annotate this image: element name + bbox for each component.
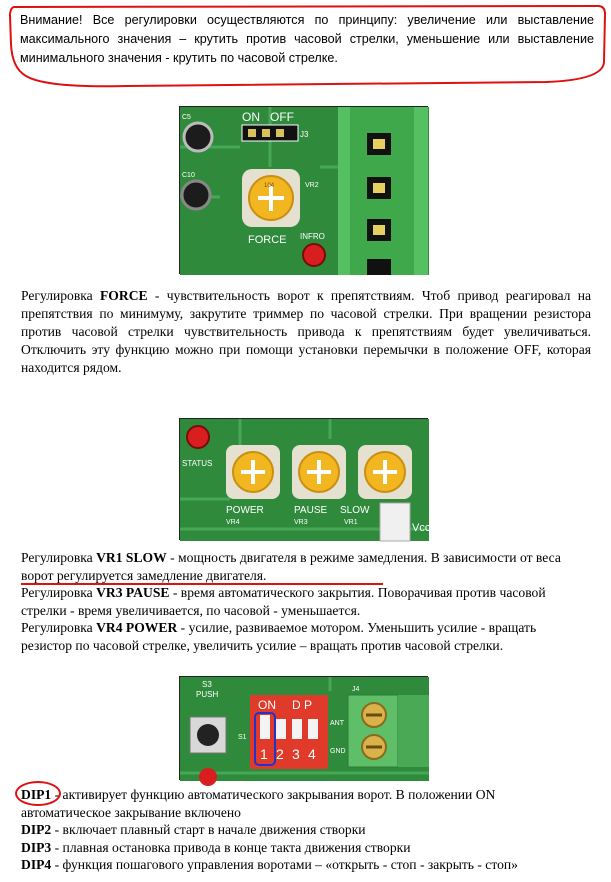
dip-num-4: 4 <box>308 746 316 762</box>
dip4-line <box>21 856 606 874</box>
label-vr1: VR1 <box>344 519 358 526</box>
label-vr3: VR3 <box>294 519 308 526</box>
dip1-text: - активирует функцию автоматического закрывания ворот. В положении ON <box>51 787 496 802</box>
label-c5: C5 <box>182 114 191 121</box>
photo-force-board <box>179 106 428 274</box>
label-ant: ANT <box>330 720 344 727</box>
force-prefix: Регулировка <box>21 288 100 303</box>
label-dp: D P <box>292 698 313 712</box>
pots-line-3 <box>21 584 601 602</box>
underline-annotation-vr3 <box>21 583 383 585</box>
led-red <box>199 768 217 786</box>
label-j4: J4 <box>352 686 360 693</box>
dip2-text: - включает плавный старт в начале движения створки <box>51 822 366 837</box>
vr3-prefix: Регулировка <box>21 585 97 600</box>
dip3-text: - плавная остановка привода в конце такта движения створки <box>51 839 411 855</box>
connector-white <box>380 503 410 541</box>
pots-paragraph <box>21 549 601 654</box>
dip4-keyword: DIP4 <box>21 857 52 872</box>
vr4-keyword: VR4 POWER <box>96 620 178 635</box>
vr3-tail: . Поворачивая против часовой <box>370 585 546 600</box>
vr1-text: - мощность двигателя в режиме замедления. В зависимости от веса <box>166 550 561 565</box>
label-push: PUSH <box>196 690 219 699</box>
label-vr2: VR2 <box>305 182 319 189</box>
label-force: FORCE <box>248 234 287 246</box>
pots-line-1 <box>21 549 601 567</box>
vr4-prefix: Регулировка <box>21 620 97 635</box>
dip1-line-2: автоматическое закрывание включено <box>21 804 241 820</box>
dip3-line <box>21 839 606 857</box>
vr3-keyword: VR3 PAUSE <box>96 585 170 600</box>
capacitor-c5 <box>184 123 212 151</box>
led-status <box>187 426 209 448</box>
label-infro: INFRO <box>300 232 325 241</box>
vr1-keyword: VR1 SLOW <box>96 550 167 565</box>
dip1-line <box>21 786 606 804</box>
warning-block <box>6 4 606 88</box>
label-vcc: Vcc <box>412 522 431 534</box>
dip-num-3: 3 <box>292 746 300 762</box>
photo-trimmers-board <box>179 418 431 540</box>
dip4-text: - функция пошагового управления воротами – «открыть - стоп - закрыть - стоп» <box>51 857 518 872</box>
dip3-keyword: DIP3 <box>21 839 52 855</box>
label-c10: C10 <box>182 172 195 179</box>
label-slow: SLOW <box>340 505 370 516</box>
warning-text: Внимание! Все регулировки осуществляются по принципу: увеличение или выставление максимального значения – крутить против часовой стрелки, уменьшение или выставление минимального значения - крутить по часовой стрелке. <box>20 13 594 65</box>
pots-line-2: ворот регулируется замедление двигателя. <box>21 567 267 583</box>
force-paragraph <box>21 287 591 377</box>
label-s3: S3 <box>202 680 212 689</box>
label-on-dip: ON <box>258 698 276 712</box>
trimmer-code: 104 <box>264 183 275 189</box>
photo-dip-board <box>179 676 428 780</box>
label-on: ON <box>242 110 260 124</box>
label-power: POWER <box>226 505 264 516</box>
force-text: - чувствительность ворот к препятствиям. Чтоб привод реагировал на препятствия по минимуму, закрутите триммер по часовой стрелки. При вращении резистора против часовой стрелки чувствительность привода к препятствиям будет увеличиваться. Отключить эту функцию можно при помощи установки перемычки в положение OFF, которая находится рядом. <box>21 288 592 375</box>
dip-num-2: 2 <box>276 746 284 762</box>
dip1-keyword: DIP1 <box>21 787 52 802</box>
label-off: OFF <box>270 110 294 124</box>
pots-line-5 <box>21 619 601 637</box>
label-s1: S1 <box>238 734 247 741</box>
pots-line-6: резистор по часовой стрелке, увеличить усилие – вращать против часовой стрелки. <box>21 637 504 653</box>
label-vr4: VR4 <box>226 519 240 526</box>
vr4-text: - усилие, развиваемое мотором. Уменьшить усилие - вращать <box>177 620 537 635</box>
label-status: STATUS <box>182 459 213 468</box>
dip-num-1: 1 <box>260 746 268 762</box>
pots-line-4: стрелки - время увеличивается, по часовой - уменьшается. <box>21 602 361 618</box>
led-infro <box>303 244 325 266</box>
dip2-keyword: DIP2 <box>21 822 52 837</box>
capacitor-c10 <box>182 181 210 209</box>
dips-paragraph <box>21 786 606 874</box>
force-keyword: FORCE <box>100 288 148 303</box>
vr1-prefix: Регулировка <box>21 550 97 565</box>
dip1-circle-annotation <box>15 781 61 806</box>
dip2-line <box>21 821 606 839</box>
label-j3: J3 <box>300 130 309 139</box>
label-gnd: GND <box>330 748 346 755</box>
vr3-text: - время автоматического закрытия <box>169 585 371 600</box>
label-pause: PAUSE <box>294 505 328 516</box>
